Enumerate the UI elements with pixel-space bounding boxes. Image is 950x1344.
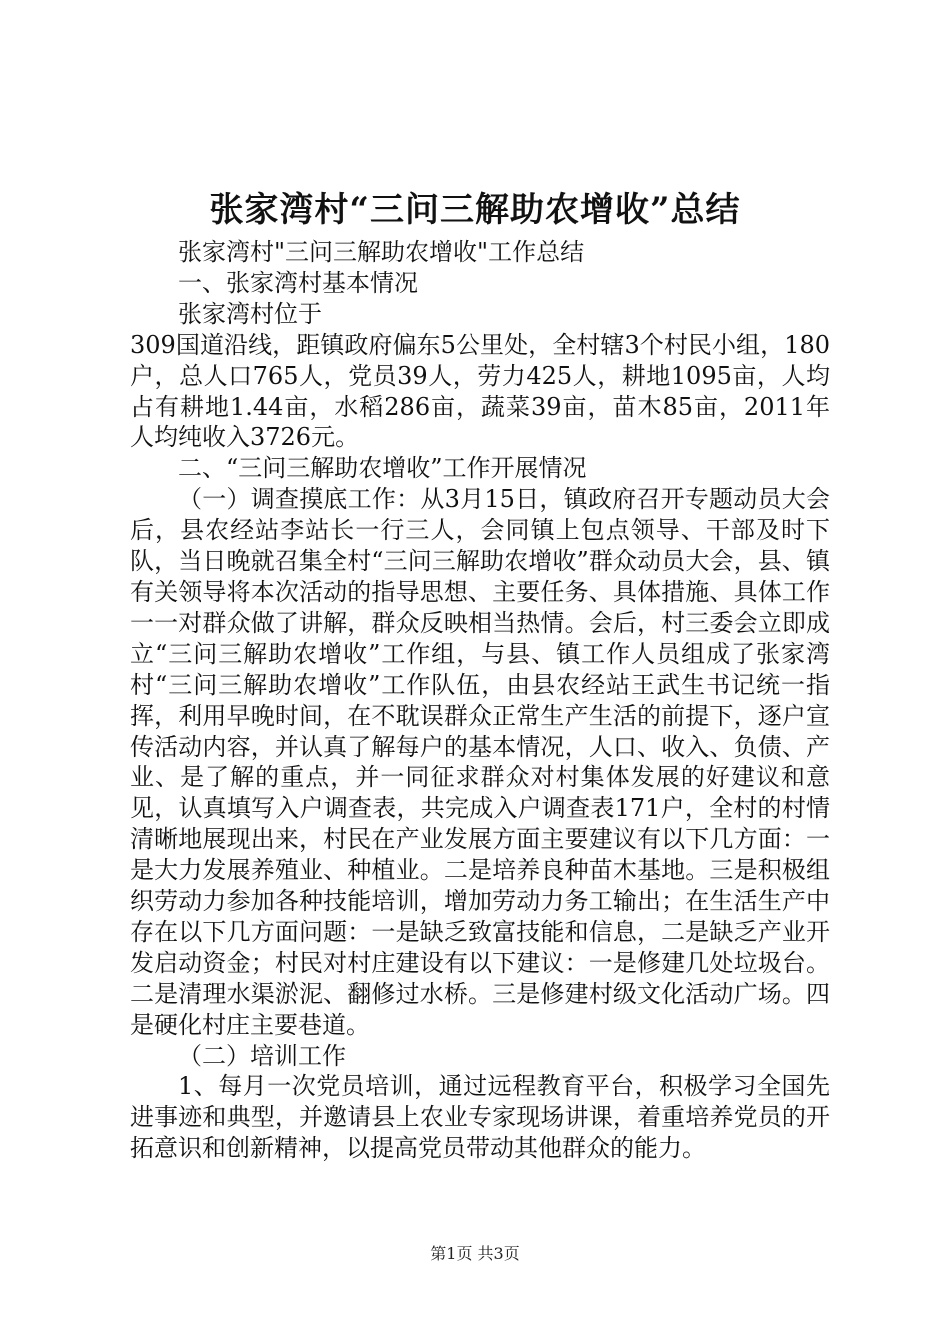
paragraph-training-heading: （二）培训工作	[178, 1041, 346, 1070]
paragraph-party-training: 1、每月一次党员培训，通过远程教育平台，积极学习全国先进事迹和典型，并邀请县上农业专家现场讲课，着重培养党员的开拓意识和创新精神，以提高党员带动其他群众的能力。	[130, 1072, 830, 1163]
paragraph-basic-info: 309国道沿线，距镇政府偏东5公里处，全村辖3个村民小组，180户，总人口765人，党员39人，劳力425人，耕地1095亩，人均占有耕地1.44亩，水稻286亩，蔬菜39亩，苗木85亩，2011年人均纯收入3726元。	[130, 330, 830, 452]
paragraph-section-1-heading: 一、张家湾村基本情况	[178, 268, 418, 297]
page-footer: 第1页 共3页	[430, 1244, 520, 1263]
paragraph-section-2-heading: 二、“三问三解助农增收”工作开展情况	[178, 454, 587, 483]
document-body	[130, 237, 830, 1164]
paragraph-location-intro: 张家湾村位于	[178, 299, 322, 328]
paragraph-subtitle: 张家湾村"三问三解助农增收"工作总结	[178, 238, 585, 266]
paragraph-survey-work: （一）调查摸底工作：从3月15日，镇政府召开专题动员大会后，县农经站李站长一行三人，会同镇上包点领导、干部及时下队，当日晚就召集全村“三问三解助农增收”群众动员大会，县、镇有关领导将本次活动的指导思想、主要任务、具体措施、具体工作一一对群众做了讲解，群众反映相当热情。会后，村三委会立即成立“三问三解助农增收”工作组，与县、镇工作人员组成了张家湾村“三问三解助农增收”工作队伍，由县农经站王武生书记统一指挥，利用早晚时间，在不耽误群众正常生产生活的前提下，逐户宣传活动内容，并认真了解每户的基本情况，人口、收入、负债、产业、是了解的重点，并一同征求群众对村集体发展的好建议和意见，认真填写入户调查表，共完成入户调查表171户，全村的村情清晰地展现出来，村民在产业发展方面主要建议有以下几方面：一是大力发展养殖业、种植业。二是培养良种苗木基地。三是积极组织劳动力参加各种技能培训，增加劳动力务工输出；在生活生产中存在以下几方面问题：一是缺乏致富技能和信息，二是缺乏产业开发启动资金；村民对村庄建设有以下建议：一是修建几处垃圾台。二是清理水渠淤泥、翻修过水桥。三是修建村级文化活动广场。四是硬化村庄主要巷道。	[130, 485, 830, 1039]
document-title: 张家湾村“三问三解助农增收”总结	[209, 190, 741, 230]
